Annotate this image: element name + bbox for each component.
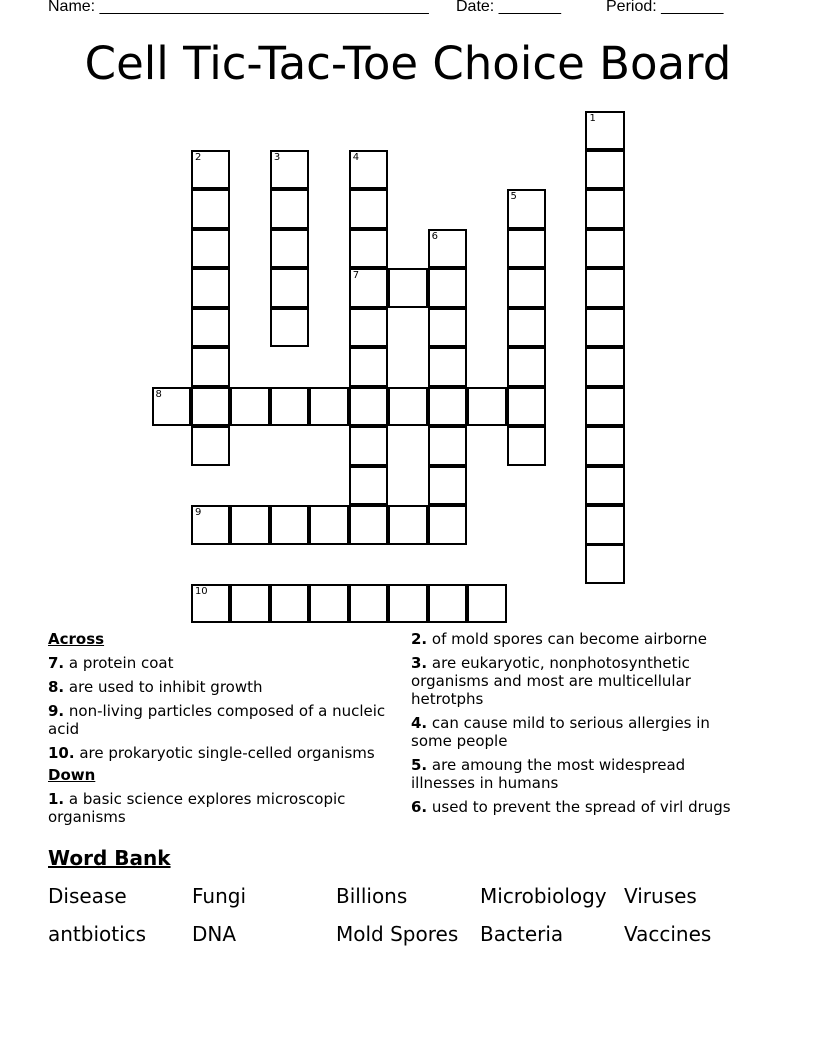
clue-down-3: 3. are eukaryotic, nonphotosynthetic organisms and most are multicellular hetrotphs	[411, 654, 691, 708]
crossword-cell[interactable]	[191, 308, 231, 348]
word-bank-title: Word Bank	[48, 846, 171, 870]
word-bank-item: Billions	[336, 884, 408, 908]
crossword-cell[interactable]	[349, 505, 389, 545]
clue-number: 9	[194, 507, 202, 518]
word-bank-item: Disease	[48, 884, 127, 908]
word-bank-item: Bacteria	[480, 922, 564, 946]
crossword-cell[interactable]	[309, 584, 349, 624]
page-title: Cell Tic-Tac-Toe Choice Board	[84, 37, 732, 90]
clue-number: 6	[431, 230, 439, 242]
crossword-cell[interactable]	[428, 426, 468, 466]
crossword-cell[interactable]	[230, 387, 270, 427]
crossword-cell[interactable]	[585, 308, 625, 348]
crossword-cell[interactable]	[467, 387, 507, 427]
crossword-cell[interactable]	[388, 387, 428, 427]
crossword-cell[interactable]	[585, 150, 625, 190]
name-field[interactable]: Name: _____________________________________	[48, 0, 429, 15]
clue-down-6: 6. used to prevent the spread of virl drugs	[411, 798, 731, 816]
crossword-cell[interactable]	[388, 584, 428, 624]
word-bank-item: DNA	[192, 922, 237, 946]
crossword-cell[interactable]	[270, 189, 310, 229]
crossword-cell[interactable]	[349, 387, 389, 427]
crossword-cell[interactable]	[270, 229, 310, 269]
clue-across-7: 7. a protein coat	[48, 654, 174, 672]
crossword-cell[interactable]	[428, 308, 468, 348]
crossword-cell[interactable]	[191, 189, 231, 229]
crossword-cell[interactable]	[270, 505, 310, 545]
crossword-cell[interactable]	[349, 584, 389, 624]
date-field[interactable]: Date: _______	[456, 0, 561, 15]
clue-number: 4	[352, 151, 360, 163]
crossword-cell[interactable]	[349, 308, 389, 348]
clue-down-1: 1. a basic science explores microscopic organisms	[48, 790, 346, 826]
crossword-cell[interactable]	[507, 387, 547, 427]
crossword-cell[interactable]	[428, 584, 468, 624]
crossword-cell[interactable]	[585, 189, 625, 229]
crossword-cell[interactable]	[230, 505, 270, 545]
crossword-cell[interactable]	[507, 229, 547, 269]
crossword-cell[interactable]	[191, 268, 231, 308]
crossword-cell[interactable]	[507, 426, 547, 466]
period-field[interactable]: Period: _______	[606, 0, 724, 15]
clue-number: 5	[510, 191, 517, 203]
crossword-cell[interactable]	[585, 347, 625, 387]
crossword-cell[interactable]	[349, 426, 389, 466]
crossword-cell[interactable]	[585, 466, 625, 506]
crossword-cell[interactable]	[349, 347, 389, 387]
crossword-cell[interactable]	[152, 387, 192, 427]
crossword-cell[interactable]	[507, 347, 547, 387]
crossword-cell[interactable]	[349, 229, 389, 269]
crossword-cell[interactable]	[585, 229, 625, 269]
crossword-cell[interactable]	[467, 584, 507, 624]
word-bank-item: Vaccines	[624, 922, 712, 946]
crossword-cell[interactable]	[507, 268, 547, 308]
clue-down-5: 5. are amoung the most widespread illnesses in humans	[411, 756, 686, 792]
word-bank-item: Fungi	[192, 884, 247, 908]
crossword-cell[interactable]	[585, 426, 625, 466]
crossword-cell[interactable]	[191, 426, 231, 466]
crossword-cell[interactable]	[428, 229, 468, 269]
clue-number: 1	[589, 112, 596, 124]
crossword-cell[interactable]	[585, 111, 625, 151]
word-bank-item: Mold Spores	[336, 922, 459, 946]
crossword-cell[interactable]	[428, 466, 468, 506]
crossword-cell[interactable]	[191, 387, 231, 427]
clue-number: 10	[194, 585, 208, 597]
clue-across-10: 10. are prokaryotic single-celled organisms	[48, 744, 375, 762]
crossword-cell[interactable]	[349, 189, 389, 229]
crossword-cell[interactable]	[191, 150, 231, 190]
header	[48, 0, 748, 20]
clue-down-2: 2. of mold spores can become airborne	[411, 630, 707, 648]
clues-left	[48, 630, 403, 826]
clues-right	[411, 630, 741, 816]
clue-down-4: 4. can cause mild to serious allergies in some people	[411, 714, 710, 750]
crossword-cell[interactable]	[270, 268, 310, 308]
crossword-cell[interactable]	[270, 308, 310, 348]
crossword-cell[interactable]	[191, 347, 231, 387]
crossword-cell[interactable]	[349, 268, 389, 308]
crossword-cell[interactable]	[428, 268, 468, 308]
word-bank-item: Microbiology	[480, 884, 607, 908]
crossword-cell[interactable]	[585, 387, 625, 427]
crossword-cell[interactable]	[585, 268, 625, 308]
crossword-cell[interactable]	[428, 347, 468, 387]
clue-number: 8	[155, 388, 162, 400]
clue-number: 3	[273, 151, 281, 163]
clue-number: 2	[194, 151, 202, 163]
crossword-cell[interactable]	[230, 584, 270, 624]
crossword-cell[interactable]	[585, 544, 625, 584]
crossword-cell[interactable]	[309, 387, 349, 427]
crossword-cell[interactable]	[270, 150, 310, 190]
crossword-cell[interactable]	[270, 584, 310, 624]
crossword-cell[interactable]	[507, 189, 547, 229]
crossword-cell[interactable]	[309, 505, 349, 545]
crossword-cell[interactable]	[349, 150, 389, 190]
clue-across-9: 9. non-living particles composed of a nucleic acid	[48, 702, 386, 738]
crossword-cell[interactable]	[388, 268, 428, 308]
crossword-cell[interactable]	[349, 466, 389, 506]
crossword-cell[interactable]	[585, 505, 625, 545]
crossword-cell[interactable]	[428, 387, 468, 427]
word-bank-item: antbiotics	[48, 922, 147, 946]
clue-across-8: 8. are used to inhibit growth	[48, 678, 263, 696]
down-heading: Down	[48, 766, 96, 784]
crossword-cell[interactable]	[191, 584, 231, 624]
crossword-cell[interactable]	[270, 387, 310, 427]
word-bank-item: Viruses	[624, 884, 697, 908]
clue-number: 7	[352, 270, 360, 282]
crossword-cell[interactable]	[191, 505, 231, 545]
crossword-cell[interactable]	[428, 505, 468, 545]
crossword-cell[interactable]	[191, 229, 231, 269]
crossword-cell[interactable]	[388, 505, 428, 545]
crossword-cell[interactable]	[507, 308, 547, 348]
across-heading: Across	[48, 630, 105, 648]
